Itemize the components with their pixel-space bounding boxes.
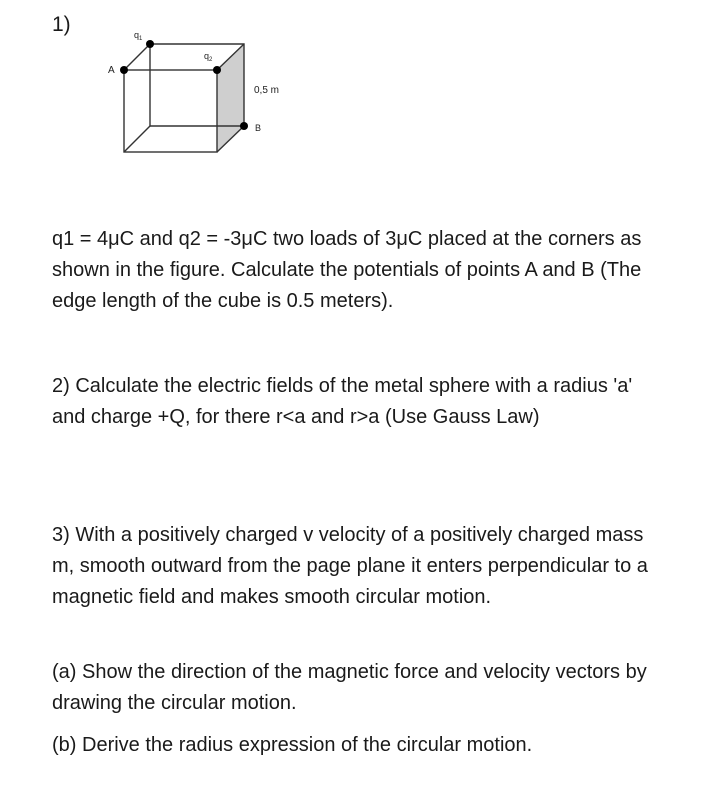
charge-q1-dot xyxy=(146,40,154,48)
cube-diagram xyxy=(100,28,300,160)
question-1-text: q1 = 4μC and q2 = -3μC two loads of 3μC placed at the corners as shown in the figure. Calculate the potentials of points A and B (The edge length of the cube is 0.5 meters). xyxy=(52,228,642,312)
label-q2: $q_2$ xyxy=(204,51,213,63)
label-point-a: A xyxy=(108,65,115,76)
cube-edge-bottom-left xyxy=(124,126,150,152)
question-3-part-b: (b) Derive the radius expression of the circular motion. xyxy=(52,734,533,756)
question-2-text: 2) Calculate the electric fields of the metal sphere with a radius 'a' and charge +Q, for there r<a and r>a (Use Gauss Law) xyxy=(52,375,633,428)
question-3-part-a: (a) Show the direction of the magnetic force and velocity vectors by drawing the circular motion. xyxy=(52,661,647,714)
cube-shaded-face xyxy=(217,44,244,152)
cube-figure xyxy=(100,28,300,160)
label-edge-length: 0,5 m xyxy=(254,85,280,96)
point-b-dot xyxy=(240,122,248,130)
cube-edge-top-left xyxy=(124,44,150,70)
point-a-dot xyxy=(120,66,128,74)
question-3-text: 3) With a positively charged v velocity of a positively charged mass m, smooth outward from the page plane it enters perpendicular to a magnetic field and makes smooth circular motion. xyxy=(52,524,648,608)
cube-front-face xyxy=(124,70,217,152)
question-1-number: 1) xyxy=(52,13,71,36)
label-point-b: B xyxy=(255,123,262,133)
label-q1: $q_1$ xyxy=(134,30,143,42)
charge-q2-dot xyxy=(213,66,221,74)
